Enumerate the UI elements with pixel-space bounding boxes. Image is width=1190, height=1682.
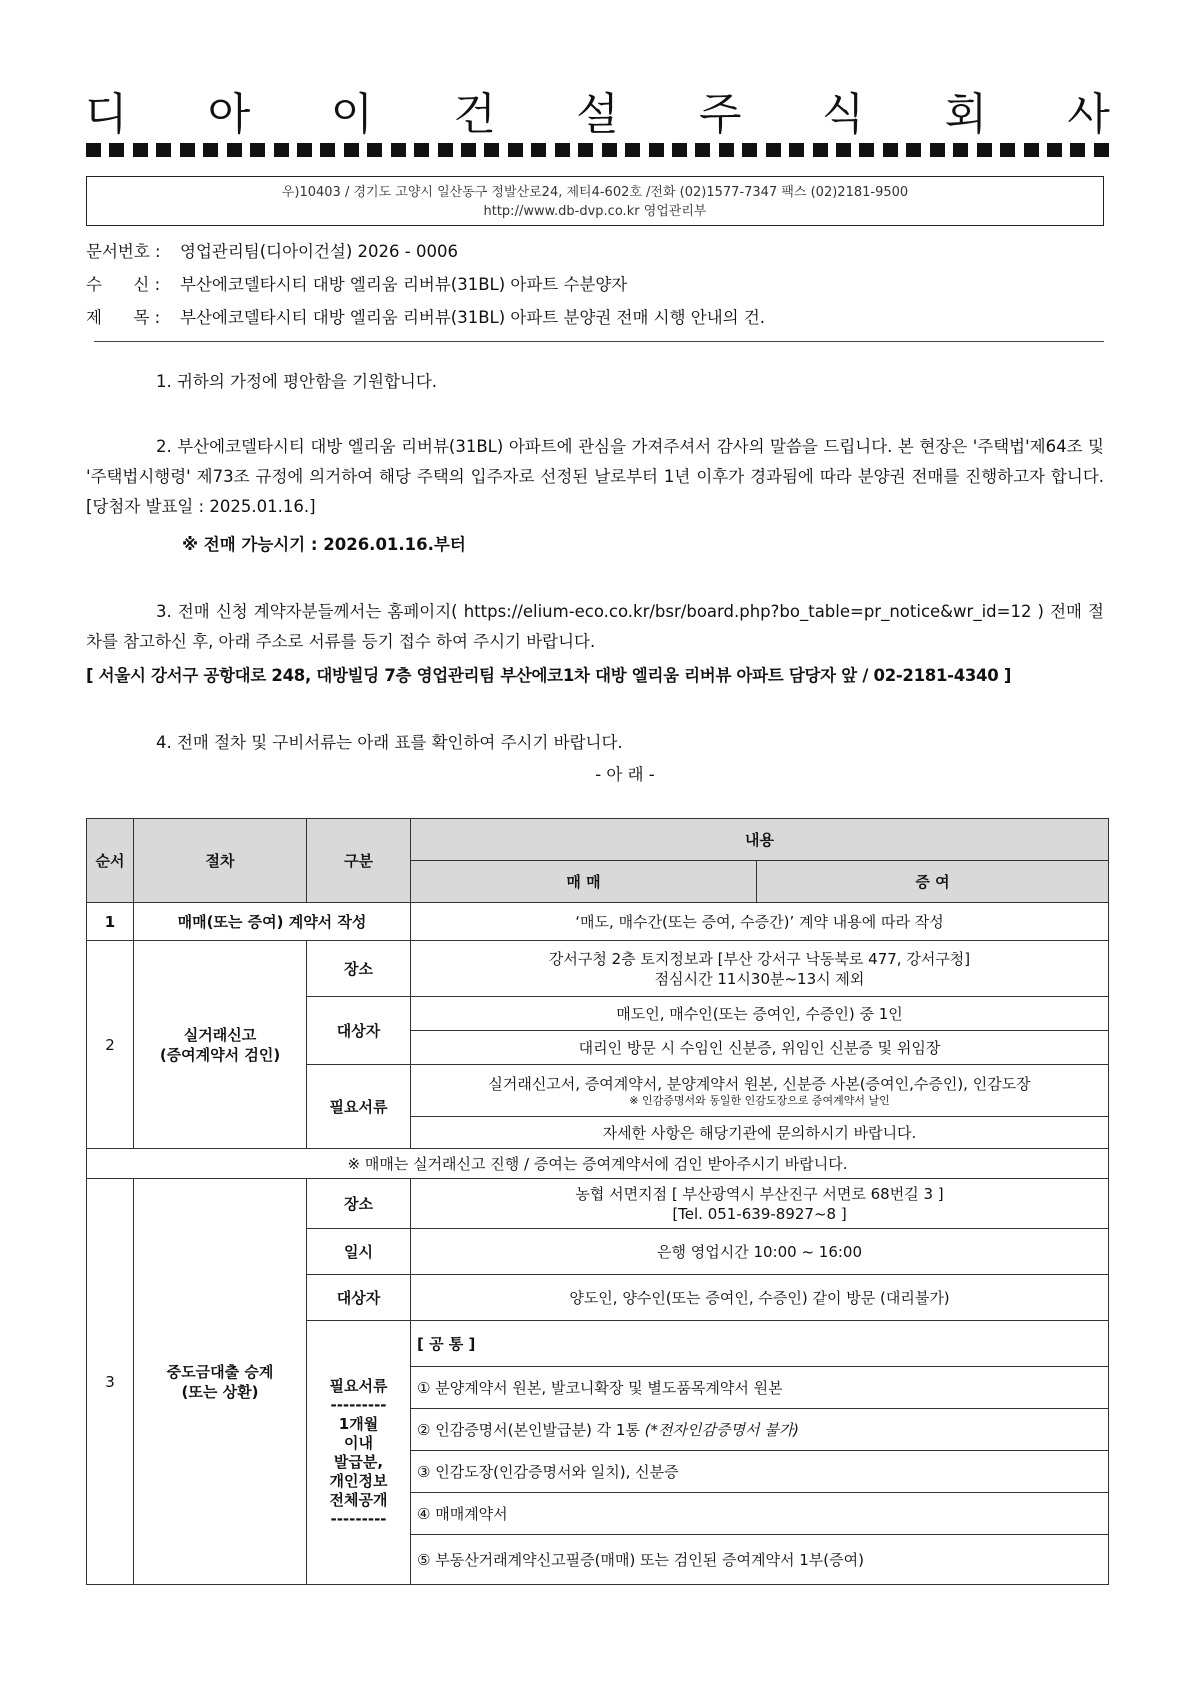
company-name-char: 이 [330, 89, 374, 140]
category-documents: 필요서류 [307, 1065, 411, 1149]
decorative-square [531, 143, 546, 157]
company-name [85, 78, 1110, 142]
category-target: 대상자 [307, 997, 411, 1065]
subject: 부산에코델타시티 대방 엘리움 리버뷰(31BL) 아파트 분양권 전매 시행 안내의 건. [180, 308, 766, 327]
documents-line: 실거래신고서, 증여계약서, 분양계약서 원본, 신분증 사본(증여인,수증인), 인감도장 [488, 1074, 1031, 1093]
paragraph-3: 3. 전매 신청 계약자분들께서는 홈페이지( https://elium-eco.co.kr/bsr/board.php?bo_table=pr_notice&wr_id=12 ) 전매 절차를 참고하신 후, 아래 주소로 서류를 등기 접수 하여 주시기 바랍니다. [86, 602, 1104, 651]
decorative-square [1070, 143, 1085, 157]
procedure-line: 중도금대출 승계 [166, 1362, 274, 1381]
documents-label: 개인정보 [329, 1471, 388, 1490]
subject-row [86, 306, 765, 330]
company-name-char: 아 [207, 89, 251, 140]
procedure-line: 실거래신고 [183, 1025, 257, 1044]
procedure-line: (증여계약서 검인) [159, 1045, 281, 1064]
target-content: 대리인 방문 시 수임인 신분증, 위임인 신분증 및 위임장 [411, 1031, 1109, 1065]
place-line: 농협 서면지점 [ 부산광역시 부산진구 서면로 68번길 3 ] [575, 1184, 944, 1203]
decorative-square [766, 143, 781, 157]
recipient: 부산에코델타시티 대방 엘리움 리버뷰(31BL) 아파트 수분양자 [180, 275, 628, 294]
decorative-square [156, 143, 171, 157]
documents-content: 자세한 사항은 해당기관에 문의하시기 바랍니다. [411, 1117, 1109, 1149]
decorative-square [133, 143, 148, 157]
decorative-square [719, 143, 734, 157]
subject-label: 제 목 : [86, 308, 161, 327]
decorative-square [930, 143, 945, 157]
step-number: 1 [87, 903, 134, 941]
table-row [87, 1179, 1109, 1229]
documents-divider: --------- [330, 1395, 387, 1414]
address-box [86, 176, 1104, 226]
step-content: ‘매도, 매수간(또는 증여, 수증간)’ 계약 내용에 따라 작성 [411, 903, 1109, 941]
decorative-square [274, 143, 289, 157]
resale-procedure-table [86, 818, 1109, 1585]
table-row [87, 903, 1109, 941]
decorative-square [649, 143, 664, 157]
decorative-square [414, 143, 429, 157]
decorative-square [344, 143, 359, 157]
decorative-square [320, 143, 335, 157]
decorative-square [742, 143, 757, 157]
header-order: 순서 [87, 819, 134, 903]
common-heading: [ 공 통 ] [411, 1321, 1109, 1367]
target-content: 매도인, 매수인(또는 증여인, 수증인) 중 1인 [411, 997, 1109, 1031]
step-number: 2 [87, 941, 134, 1149]
decorative-square [789, 143, 804, 157]
decorative-square-rule [86, 143, 1109, 157]
place-content [411, 1179, 1109, 1229]
category-documents [307, 1321, 411, 1585]
target-content: 양도인, 양수인(또는 증여인, 수증인) 같이 방문 (대리불가) [411, 1275, 1109, 1321]
decorative-square [859, 143, 874, 157]
mailing-address: [ 서울시 강서구 공항대로 248, 대방빌딩 7층 영업관리팀 부산에코1차 대방 엘리움 리버뷰 아파트 담당자 앞 / 02-2181-4340 ] [86, 666, 1012, 685]
step-number: 3 [87, 1179, 134, 1585]
decorative-square [555, 143, 570, 157]
address-line: 우)10403 / 경기도 고양시 일산동구 정발산로24, 제티4-602호 /전화 (02)1577-7347 팩스 (02)2181-9500 [281, 185, 909, 200]
decorative-square [109, 143, 124, 157]
header-category: 구분 [307, 819, 411, 903]
decorative-square [367, 143, 382, 157]
category-time: 일시 [307, 1229, 411, 1275]
document-item: ③ 인감도장(인감증명서와 일치), 신분증 [411, 1451, 1109, 1493]
decorative-square [461, 143, 476, 157]
category-target: 대상자 [307, 1275, 411, 1321]
category-place: 장소 [307, 1179, 411, 1229]
document-item: ⑤ 부동산거래계약신고필증(매매) 또는 검인된 증여계약서 1부(증여) [411, 1535, 1109, 1585]
below-marker: - 아 래 - [595, 765, 655, 784]
documents-label: 필요서류 [329, 1376, 388, 1395]
table-row [87, 941, 1109, 997]
decorative-square [953, 143, 968, 157]
paragraph-4: 4. 전매 절차 및 구비서류는 아래 표를 확인하여 주시기 바랍니다. [156, 733, 623, 752]
document-item [411, 1409, 1109, 1451]
company-name-char: 사 [1067, 89, 1110, 140]
decorative-square [1047, 143, 1062, 157]
decorative-square [391, 143, 406, 157]
table-note: ※ 매매는 실거래신고 진행 / 증여는 증여계약서에 검인 받아주시기 바랍니다. [87, 1149, 1109, 1179]
paragraph-2: 2. 부산에코델타시티 대방 엘리움 리버뷰(31BL) 아파트에 관심을 가져주셔서 감사의 말씀을 드립니다. 본 현장은 '주택법'제64조 및 '주택법시행령' 제73조 규정에 의거하여 해당 주택의 입주자로 선정된 날로부터 1년 이후가 경과됨에 따라 분양권 전매를 진행하고자 합니다. [당첨자 발표일 : 2025.01.16.] [86, 437, 1104, 516]
doc-number-label: 문서번호 : [86, 242, 161, 261]
recipient-row [86, 273, 627, 297]
decorative-square [508, 143, 523, 157]
decorative-square [602, 143, 617, 157]
documents-label: 전체공개 [329, 1490, 388, 1509]
place-line: 강서구청 2층 토지정보과 [부산 강서구 낙동북로 477, 강서구청] [548, 949, 971, 968]
decorative-square [297, 143, 312, 157]
step-procedure: 매매(또는 증여) 계약서 작성 [134, 903, 411, 941]
decorative-square [180, 143, 195, 157]
company-name-char: 설 [576, 89, 619, 140]
company-name-char: 건 [453, 89, 496, 140]
decorative-square [438, 143, 453, 157]
decorative-square [1094, 143, 1109, 157]
procedure-line: (또는 상환) [181, 1382, 259, 1401]
place-line: [Tel. 051-639-8927~8 ] [672, 1204, 847, 1223]
place-content [411, 941, 1109, 997]
company-name-char: 회 [944, 89, 988, 140]
header-divider [94, 341, 1104, 342]
paragraph-1: 1. 귀하의 가정에 평안함을 기원합니다. [156, 372, 438, 391]
decorative-square [695, 143, 710, 157]
decorative-square [250, 143, 265, 157]
table-row [87, 1149, 1109, 1179]
decorative-square [86, 143, 101, 157]
decorative-square [484, 143, 499, 157]
decorative-square [625, 143, 640, 157]
step-procedure [134, 1179, 307, 1585]
decorative-square [906, 143, 921, 157]
documents-note: ※ 인감증명서와 동일한 인감도장으로 증여계약서 날인 [629, 1093, 890, 1107]
time-content: 은행 영업시간 10:00 ~ 16:00 [411, 1229, 1109, 1275]
decorative-square [227, 143, 242, 157]
decorative-square [883, 143, 898, 157]
company-name-char: 주 [698, 89, 742, 140]
documents-content [411, 1065, 1109, 1117]
recipient-label: 수 신 : [86, 275, 161, 294]
document-item: ① 분양계약서 원본, 발코니확장 및 별도품목계약서 원본 [411, 1367, 1109, 1409]
header-content: 내용 [411, 819, 1109, 861]
step-procedure [134, 941, 307, 1149]
decorative-square [1024, 143, 1039, 157]
company-name-char: 디 [85, 89, 128, 140]
category-place: 장소 [307, 941, 411, 997]
resale-date-note: ※ 전매 가능시기 : 2026.01.16.부터 [182, 535, 466, 554]
decorative-square [813, 143, 828, 157]
documents-divider: --------- [330, 1509, 387, 1528]
doc-number: 영업관리팀(디아이건설) 2026 - 0006 [180, 242, 458, 261]
website-line: http://www.db-dvp.co.kr 영업관리부 [483, 204, 707, 219]
company-name-char: 식 [821, 89, 865, 140]
document-item-warning: (*전자인감증명서 불가) [644, 1420, 800, 1439]
header-gift: 증 여 [757, 861, 1109, 903]
decorative-square [836, 143, 851, 157]
decorative-square [1000, 143, 1015, 157]
header-sale: 매 매 [411, 861, 757, 903]
decorative-square [672, 143, 687, 157]
decorative-square [203, 143, 218, 157]
document-item-text: ② 인감증명서(본인발급분) 각 1통 [417, 1420, 645, 1439]
place-line: 점심시간 11시30분~13시 제외 [654, 969, 865, 988]
header-procedure: 절차 [134, 819, 307, 903]
decorative-square [578, 143, 593, 157]
document-item: ④ 매매계약서 [411, 1493, 1109, 1535]
documents-label: 1개월 [338, 1414, 379, 1433]
doc-number-row [86, 240, 458, 264]
documents-label: 이내 [344, 1433, 373, 1452]
documents-label: 발급분, [333, 1452, 384, 1471]
decorative-square [977, 143, 992, 157]
